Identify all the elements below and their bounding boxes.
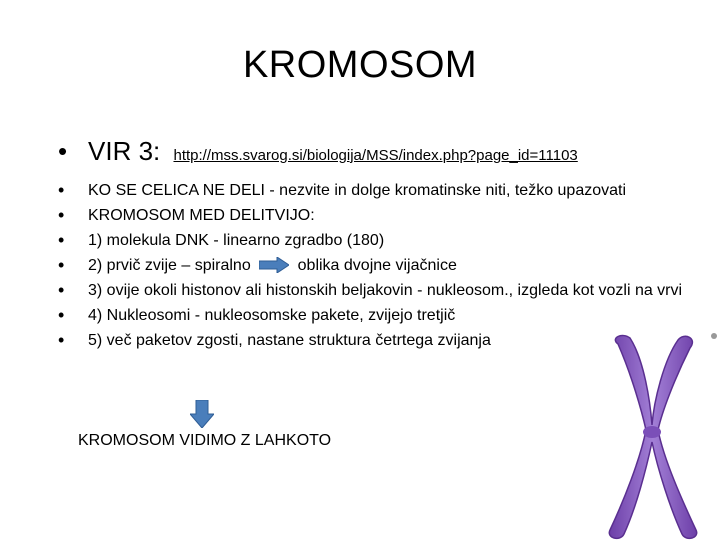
bullet-item: • 5) več paketov zgosti, nastane struktura četrtega zvijanja (58, 328, 688, 353)
source-line (58, 136, 578, 167)
down-arrow-icon (190, 400, 214, 428)
slide-title: KROMOSOM (242, 44, 478, 86)
bullet-icon: • (58, 136, 68, 166)
source-label: VIR 3: (88, 136, 161, 166)
bullet-item: • KO SE CELICA NE DELI - nezvite in dolge kromatinske niti, težko upazovati (58, 178, 688, 203)
bullet-item: • 1) molekula DNK - linearno zgradbo (180) (58, 228, 688, 253)
bullet-text-after: oblika dvojne vijačnice (297, 257, 457, 274)
bullet-item: • KROMOSOM MED DELITVIJO: (58, 203, 688, 228)
bullet-item: • 4) Nukleosomi - nukleosomske pakete, zvijejo tretjič (58, 303, 688, 328)
right-arrow-icon (259, 257, 289, 273)
chromosome-image (586, 330, 720, 540)
bullet-item: • 3) ovije okoli histonov ali histonskih beljakovin - nukleosom., izgleda kot vozli na vrvi (58, 278, 688, 303)
source-link[interactable]: http://mss.svarog.si/biologija/MSS/index.php?page_id=11103 (173, 147, 578, 164)
bullet-text-before: 2) prvič zvije – spiralno (88, 257, 251, 274)
bullet-item (58, 253, 688, 278)
bullet-list (58, 178, 688, 353)
conclusion-text: KROMOSOM VIDIMO Z LAHKOTO (78, 432, 332, 449)
